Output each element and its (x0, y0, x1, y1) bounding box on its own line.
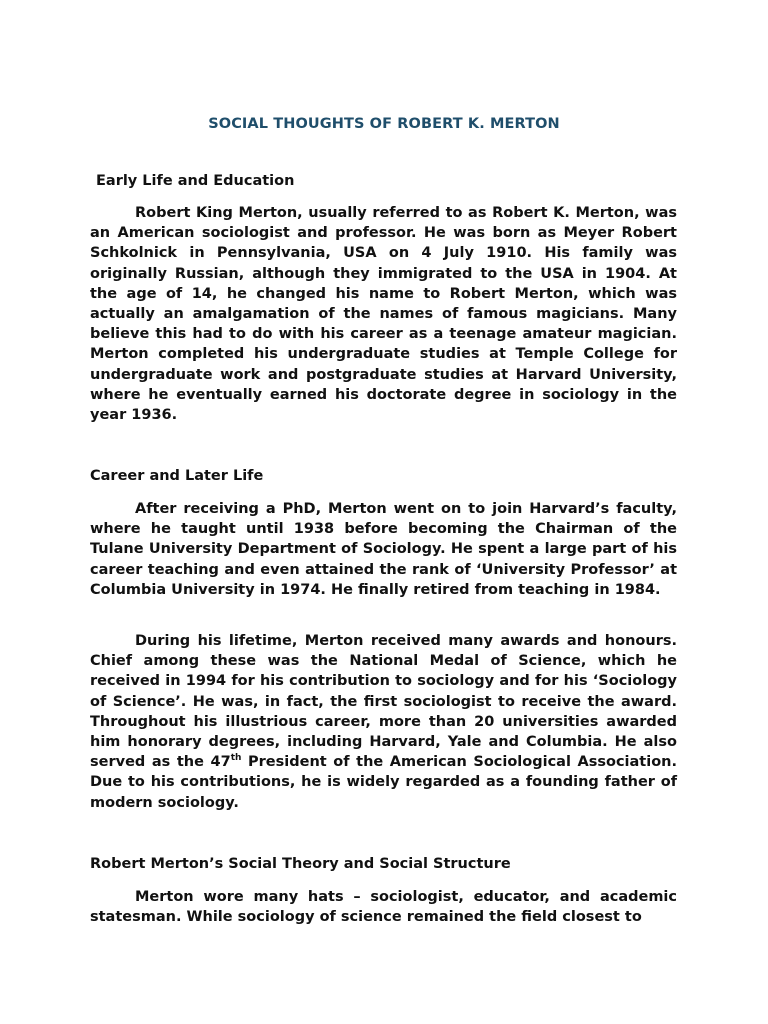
paragraph-career-2 (90, 631, 677, 813)
section-heading-career: Career and Later Life (90, 468, 264, 484)
document-title: SOCIAL THOUGHTS OF ROBERT K. MERTON (208, 116, 560, 132)
paragraph-career-1: After receiving a PhD, Merton went on to join Harvard’s faculty, where he taught until 1938 before becoming the Chairman of the Tulane University Department of Sociology. He spent a large part of his career teaching and even attained the rank of ‘University Professor’ at Columbia University in 1974. He finally retired from teaching in 1984. (90, 501, 677, 598)
paragraph-career-2-text-b: President of the American Sociological Association. Due to his contributions, he is widely regarded as a founding father of modern sociology. (90, 754, 678, 811)
section-heading-social-theory: Robert Merton’s Social Theory and Social Structure (90, 856, 511, 872)
paragraph-social-theory: Merton wore many hats – sociologist, educator, and academic statesman. While sociology of science remained the field closest to (90, 889, 677, 926)
section-heading-early-life: Early Life and Education (96, 173, 295, 189)
paragraph-early-life: Robert King Merton, usually referred to as Robert K. Merton, was an American sociologist and professor. He was born as Meyer Robert Schkolnick in Pennsylvania, USA on 4 July 1910. His family was originally Russian, although they immigrated to the USA in 1904. At the age of 14, he changed his name to Robert Merton, which was actually an amalgamation of the names of famous magicians. Many believe this had to do with his career as a teenage amateur magician. Merton completed his undergraduate studies at Temple College for undergraduate work and postgraduate studies at Harvard University, where he eventually earned his doctorate degree in sociology in the year 1936. (90, 205, 677, 424)
ordinal-suffix: th (230, 753, 242, 764)
paragraph-career-2-text-a: During his lifetime, Merton received many awards and honours. Chief among these was the National Medal of Science, which he received in 1994 for his contribution to sociology and for his ‘Sociology of Science’. He was, in fact, the first sociologist to receive the award. Throughout his illustrious career, more than 20 universities awarded him honorary degrees, including Harvard, Yale and Columbia. He also served as the 47 (90, 633, 677, 771)
